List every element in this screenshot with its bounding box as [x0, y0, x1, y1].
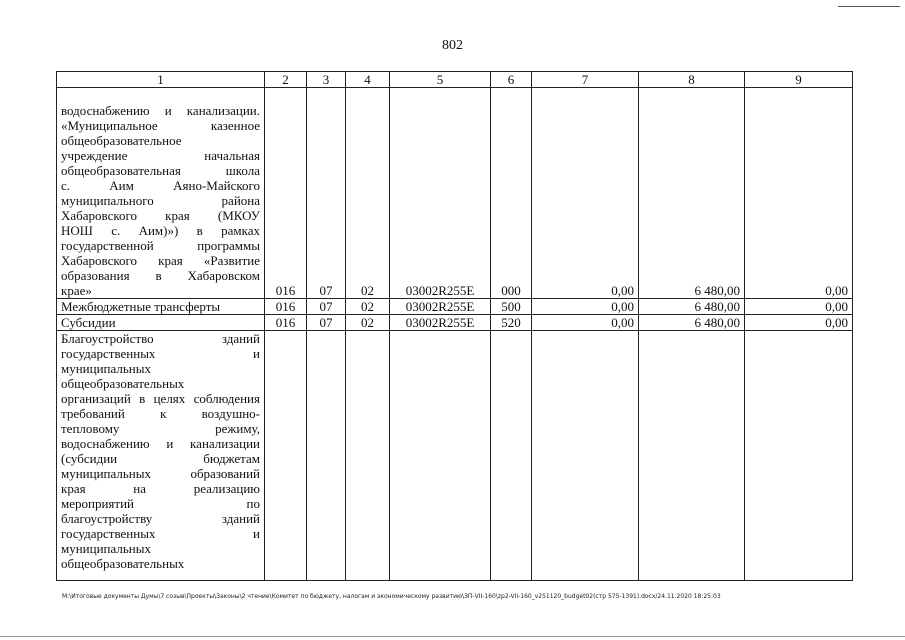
cell-amount-9 [745, 331, 853, 581]
col-header-8: 8 [639, 72, 745, 88]
name-line: крае» [61, 283, 92, 298]
cell-amount-9: 0,00 [745, 299, 853, 315]
document-footer-path: M:\Итоговые документы Думы\7 созыв\Проекты\Законы\2 чтение\Комитет по бюджету, налогам и экономическому развитию\ЗП-VII-160\zp2-VII-160_v251120_budget02(стр 575-1391).docx/24.11.2020 18:25:03 [62, 593, 721, 600]
col-header-6: 6 [491, 72, 532, 88]
cell-gr-code: 016 [265, 299, 307, 315]
cell-amount-7: 0,00 [532, 88, 639, 299]
cell-subsection: 02 [346, 299, 390, 315]
col-header-3: 3 [307, 72, 346, 88]
cell-amount-8 [639, 331, 745, 581]
row-name [57, 299, 265, 315]
cell-gr-code: 016 [265, 315, 307, 331]
name-line: края на реализацию [61, 481, 260, 496]
name-line: Благоустройство зданий [61, 331, 260, 346]
cell-expense-type: 000 [491, 88, 532, 299]
cell-gr-code: 016 [265, 88, 307, 299]
top-right-rule [838, 6, 900, 7]
name-line: образования в Хабаровском [61, 268, 260, 283]
cell-section: 07 [307, 299, 346, 315]
name-line: государственной программы [61, 238, 260, 253]
name-line: требований к воздушно- [61, 406, 260, 421]
cell-amount-9: 0,00 [745, 88, 853, 299]
cell-target-article [390, 331, 491, 581]
name-line: Субсидии [61, 315, 116, 330]
cell-amount-7: 0,00 [532, 315, 639, 331]
name-line: общеобразовательных [61, 556, 185, 571]
name-line: Хабаровского края «Развитие [61, 253, 260, 268]
cell-target-article: 03002R255E [390, 88, 491, 299]
col-header-9: 9 [745, 72, 853, 88]
budget-table [56, 71, 853, 581]
name-line: муниципальных [61, 361, 152, 376]
cell-subsection [346, 331, 390, 581]
cell-gr-code [265, 331, 307, 581]
name-line: НОШ с. Аим)») в рамках [61, 223, 260, 238]
row-name [57, 315, 265, 331]
name-line: водоснабжению и канализации. [61, 103, 260, 118]
cell-section [307, 331, 346, 581]
name-line: с. Аим Аяно-Майского [61, 178, 260, 193]
name-line: муниципальных [61, 541, 152, 556]
row-name [57, 88, 265, 299]
cell-section: 07 [307, 315, 346, 331]
cell-target-article: 03002R255E [390, 299, 491, 315]
cell-amount-7 [532, 331, 639, 581]
row-name [57, 331, 265, 581]
cell-amount-8: 6 480,00 [639, 299, 745, 315]
name-line: учреждение начальная [61, 148, 260, 163]
bottom-edge-rule [0, 636, 905, 637]
cell-section: 07 [307, 88, 346, 299]
name-line: водоснабжению и канализации [61, 436, 260, 451]
col-header-1: 1 [57, 72, 265, 88]
page-number: 802 [442, 38, 463, 53]
name-line: Хабаровского края (МКОУ [61, 208, 260, 223]
name-line: организаций в целях соблюдения [61, 391, 260, 406]
cell-subsection: 02 [346, 315, 390, 331]
name-line: муниципальных образований [61, 466, 260, 481]
name-line: тепловому режиму, [61, 421, 260, 436]
cell-amount-8: 6 480,00 [639, 315, 745, 331]
cell-expense-type: 500 [491, 299, 532, 315]
table-row [57, 88, 853, 299]
cell-amount-7: 0,00 [532, 299, 639, 315]
cell-target-article: 03002R255E [390, 315, 491, 331]
cell-subsection: 02 [346, 88, 390, 299]
col-header-7: 7 [532, 72, 639, 88]
name-line: общеобразовательных [61, 376, 185, 391]
table-row [57, 315, 853, 331]
cell-expense-type: 520 [491, 315, 532, 331]
cell-expense-type [491, 331, 532, 581]
name-line: мероприятий по [61, 496, 260, 511]
name-line: общеобразовательное [61, 133, 182, 148]
name-line: муниципального района [61, 193, 260, 208]
name-line: (субсидии бюджетам [61, 451, 260, 466]
name-line: Межбюджетные трансферты [61, 299, 221, 314]
col-header-2: 2 [265, 72, 307, 88]
name-line: благоустройству зданий [61, 511, 260, 526]
name-line: «Муниципальное казенное [61, 118, 260, 133]
cell-amount-9: 0,00 [745, 315, 853, 331]
col-header-4: 4 [346, 72, 390, 88]
name-line: государственных и [61, 346, 260, 361]
header-row [57, 72, 853, 88]
name-line: общеобразовательная школа [61, 163, 260, 178]
cell-amount-8: 6 480,00 [639, 88, 745, 299]
col-header-5: 5 [390, 72, 491, 88]
table-row [57, 299, 853, 315]
table-row [57, 331, 853, 581]
name-line: государственных и [61, 526, 260, 541]
